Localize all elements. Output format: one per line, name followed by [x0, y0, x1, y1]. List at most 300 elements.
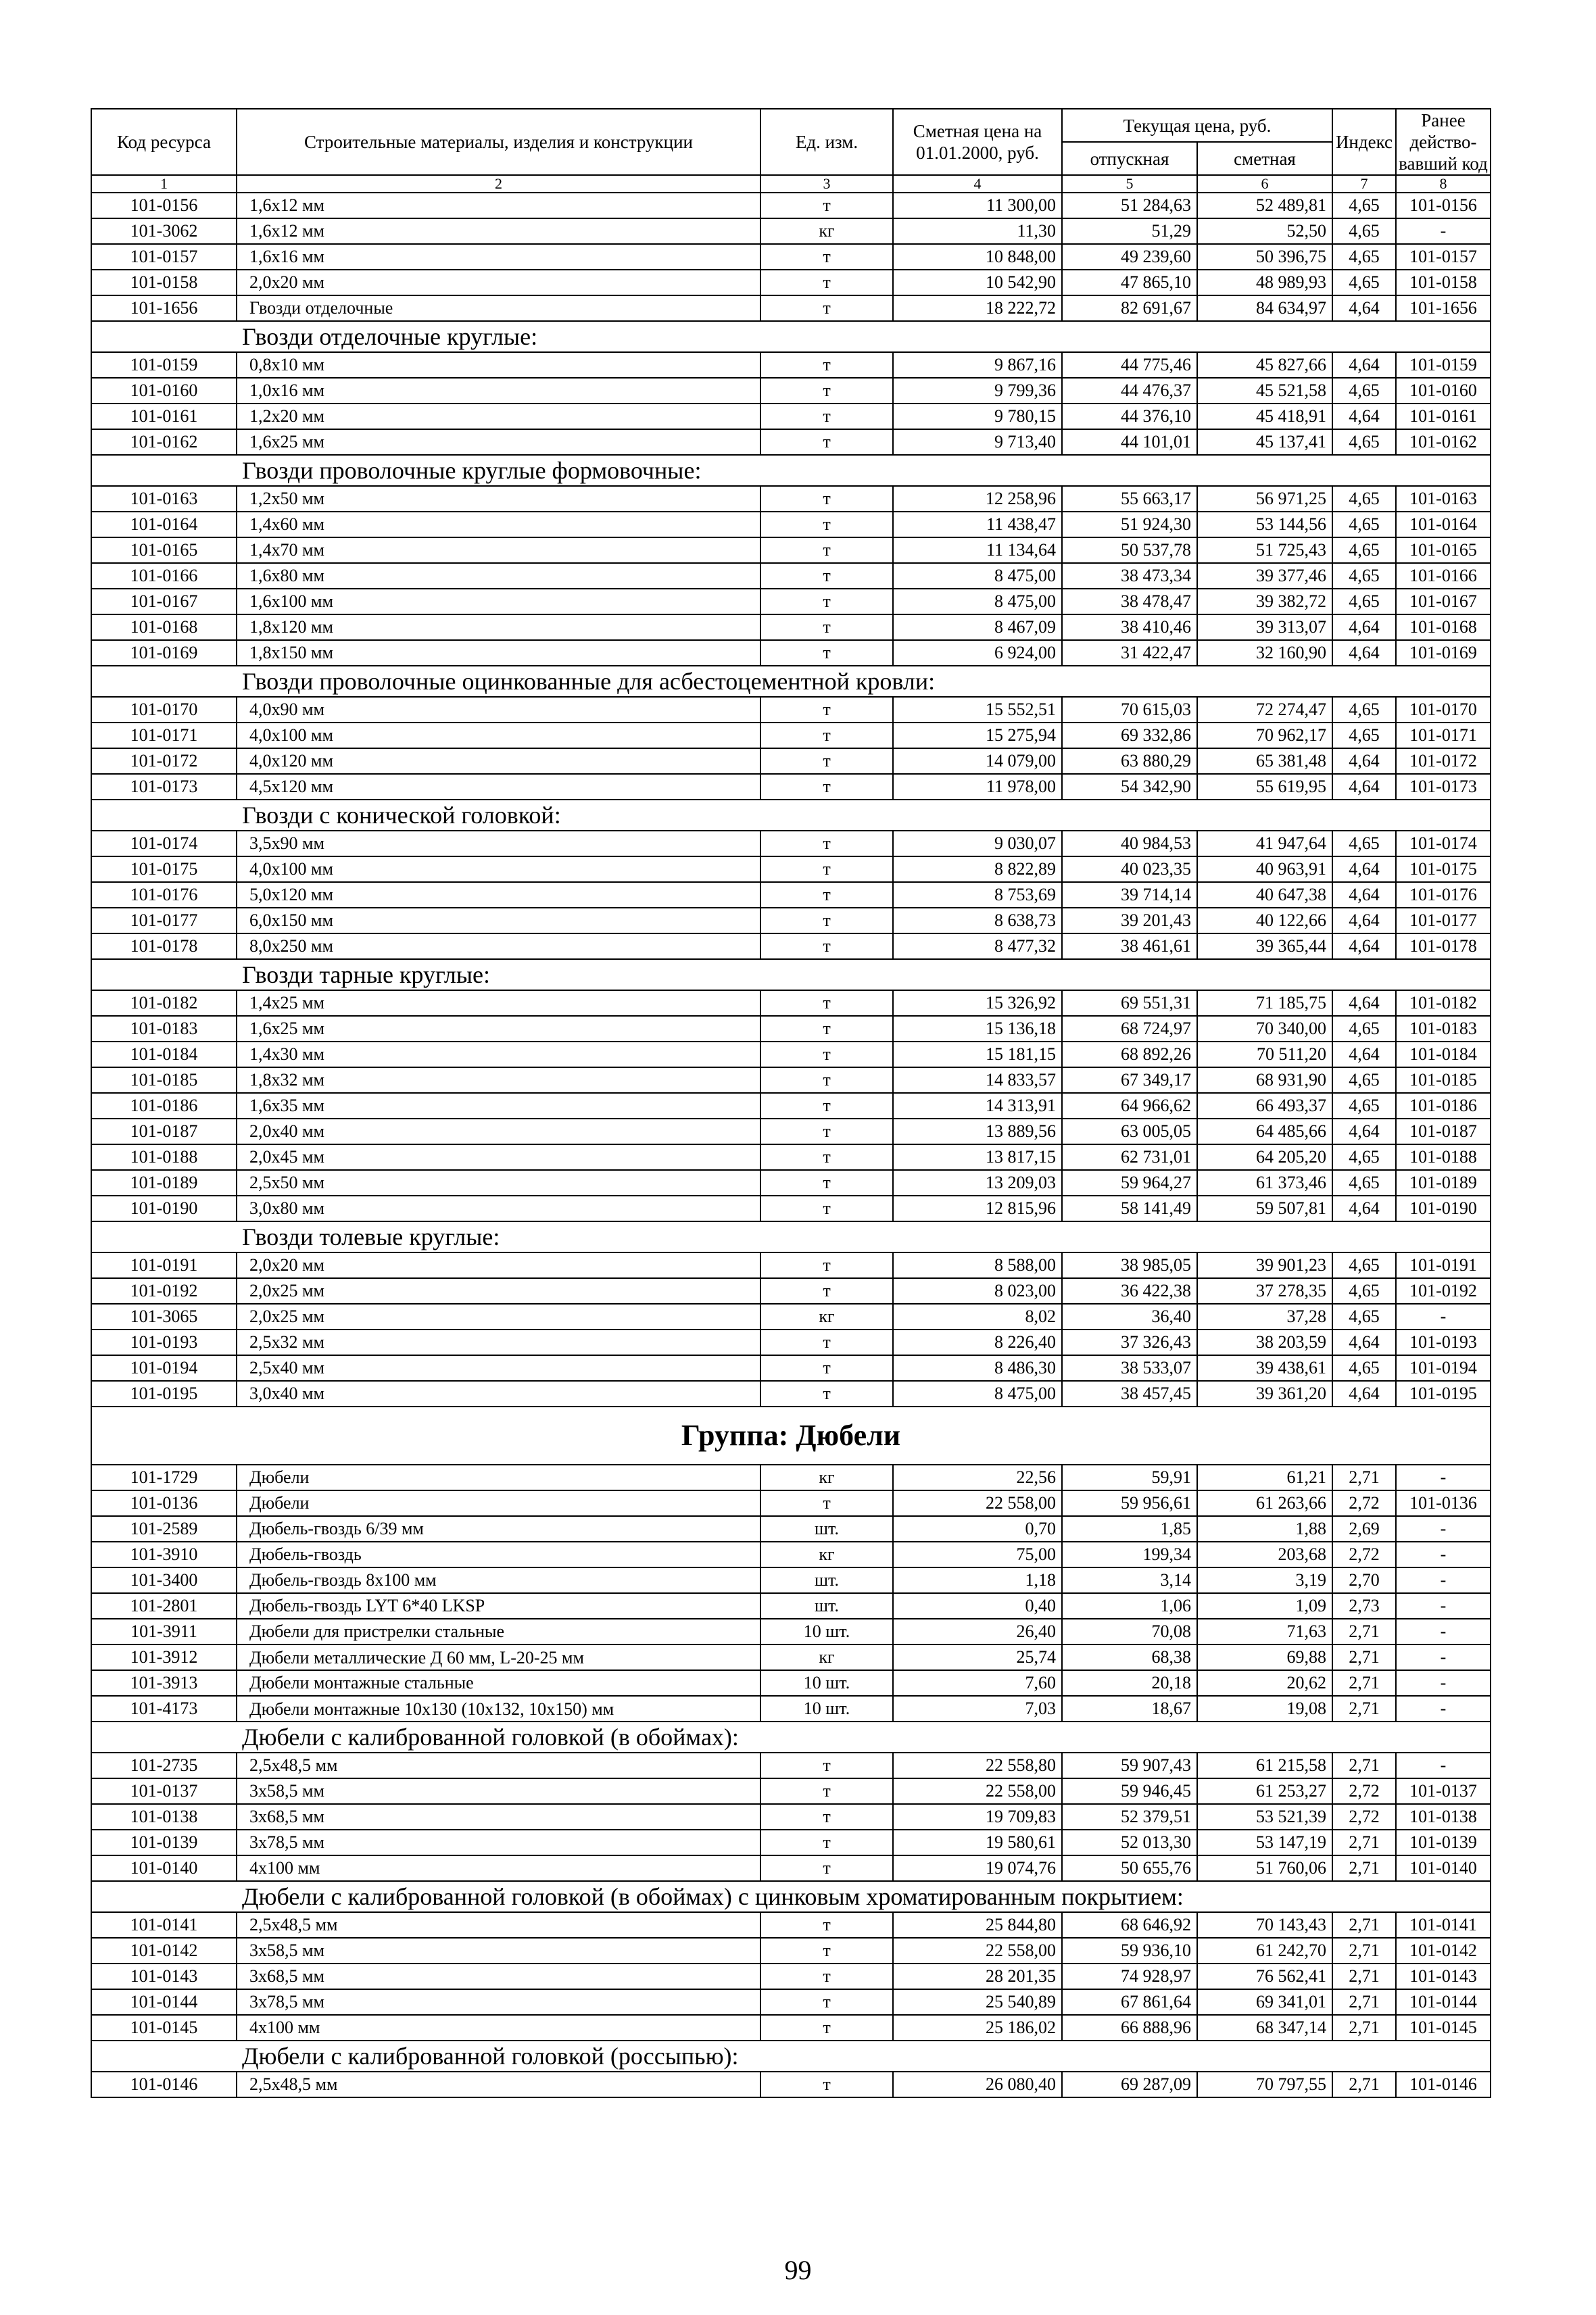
- index-cell: 2,71: [1332, 1855, 1396, 1881]
- prev-code-cell: 101-0171: [1396, 723, 1491, 748]
- table-row: [91, 1465, 1491, 1490]
- release-price-cell: 44 101,01: [1062, 429, 1197, 455]
- unit-cell: т: [760, 2015, 893, 2041]
- release-price-cell: 44 476,37: [1062, 378, 1197, 404]
- estimate-price-cell: 51 725,43: [1197, 537, 1332, 563]
- estimate-price-cell: 68 347,14: [1197, 2015, 1332, 2041]
- table-row: [91, 1670, 1491, 1696]
- estimate-price-cell: 51 760,06: [1197, 1855, 1332, 1881]
- index-cell: 4,65: [1332, 1278, 1396, 1304]
- table-row: [91, 1644, 1491, 1670]
- release-price-cell: 67 349,17: [1062, 1067, 1197, 1093]
- index-cell: 4,64: [1332, 990, 1396, 1016]
- unit-cell: т: [760, 295, 893, 321]
- release-price-cell: 55 663,17: [1062, 486, 1197, 512]
- base-price-cell: 15 136,18: [893, 1016, 1062, 1042]
- release-price-cell: 50 655,76: [1062, 1855, 1197, 1881]
- unit-cell: т: [760, 1964, 893, 1989]
- unit-cell: т: [760, 1067, 893, 1093]
- material-name-cell: 1,4x25 мм: [237, 990, 760, 1016]
- prev-code-cell: 101-0170: [1396, 697, 1491, 723]
- column-number: 7: [1332, 175, 1396, 193]
- material-name-cell: 3x58,5 мм: [237, 1938, 760, 1964]
- base-price-cell: 25 186,02: [893, 2015, 1062, 2041]
- index-cell: 4,64: [1332, 1042, 1396, 1067]
- material-name-cell: 1,4x60 мм: [237, 512, 760, 537]
- index-cell: 4,64: [1332, 933, 1396, 959]
- index-cell: 4,65: [1332, 193, 1396, 218]
- prev-code-cell: 101-0136: [1396, 1490, 1491, 1516]
- material-name-cell: 1,8x32 мм: [237, 1067, 760, 1093]
- base-price-cell: 22 558,80: [893, 1753, 1062, 1778]
- release-price-cell: 59 956,61: [1062, 1490, 1197, 1516]
- index-cell: 4,65: [1332, 697, 1396, 723]
- price-table: [91, 108, 1491, 2098]
- resource-code-cell: 101-0163: [91, 486, 237, 512]
- base-price-cell: 13 889,56: [893, 1119, 1062, 1144]
- subgroup-heading: Дюбели с калиброванной головкой (в обоймах) с цинковым хроматированным покрытием:: [91, 1881, 1491, 1912]
- index-cell: 2,72: [1332, 1778, 1396, 1804]
- unit-cell: т: [760, 1830, 893, 1855]
- base-price-cell: 18 222,72: [893, 295, 1062, 321]
- index-cell: 4,64: [1332, 882, 1396, 908]
- index-cell: 4,64: [1332, 856, 1396, 882]
- table-row: [91, 1252, 1491, 1278]
- base-price-cell: 9 713,40: [893, 429, 1062, 455]
- resource-code-cell: 101-3065: [91, 1304, 237, 1330]
- prev-code-cell: -: [1396, 1696, 1491, 1722]
- estimate-price-cell: 39 382,72: [1197, 589, 1332, 614]
- base-price-cell: 11 438,47: [893, 512, 1062, 537]
- resource-code-cell: 101-0175: [91, 856, 237, 882]
- material-name-cell: Дюбели: [237, 1490, 760, 1516]
- resource-code-cell: 101-0140: [91, 1855, 237, 1881]
- prev-code-cell: 101-0173: [1396, 774, 1491, 800]
- index-cell: 2,71: [1332, 1465, 1396, 1490]
- unit-cell: 10 шт.: [760, 1670, 893, 1696]
- base-price-cell: 8 822,89: [893, 856, 1062, 882]
- subgroup-heading-row: [91, 2041, 1491, 2072]
- release-price-cell: 1,85: [1062, 1516, 1197, 1542]
- subgroup-heading-row: [91, 321, 1491, 352]
- material-name-cell: 3,0x40 мм: [237, 1381, 760, 1407]
- table-row: [91, 1855, 1491, 1881]
- unit-cell: т: [760, 1938, 893, 1964]
- release-price-cell: 68 646,92: [1062, 1912, 1197, 1938]
- estimate-price-cell: 1,09: [1197, 1593, 1332, 1619]
- index-cell: 4,64: [1332, 352, 1396, 378]
- index-cell: 2,71: [1332, 1830, 1396, 1855]
- table-row: [91, 1542, 1491, 1567]
- resource-code-cell: 101-0178: [91, 933, 237, 959]
- index-cell: 2,71: [1332, 1753, 1396, 1778]
- estimate-price-cell: 53 144,56: [1197, 512, 1332, 537]
- unit-cell: кг: [760, 1644, 893, 1670]
- header-index: Индекс: [1332, 109, 1396, 175]
- subgroup-heading: Гвозди проволочные оцинкованные для асбестоцементной кровли:: [91, 666, 1491, 697]
- release-price-cell: 64 966,62: [1062, 1093, 1197, 1119]
- release-price-cell: 1,06: [1062, 1593, 1197, 1619]
- index-cell: 2,71: [1332, 1989, 1396, 2015]
- prev-code-cell: 101-0183: [1396, 1016, 1491, 1042]
- release-price-cell: 62 731,01: [1062, 1144, 1197, 1170]
- index-cell: 4,65: [1332, 270, 1396, 295]
- resource-code-cell: 101-0167: [91, 589, 237, 614]
- subgroup-heading-row: [91, 455, 1491, 486]
- material-name-cell: 1,6x25 мм: [237, 429, 760, 455]
- table-row: [91, 589, 1491, 614]
- unit-cell: т: [760, 748, 893, 774]
- release-price-cell: 38 461,61: [1062, 933, 1197, 959]
- resource-code-cell: 101-0159: [91, 352, 237, 378]
- estimate-price-cell: 40 647,38: [1197, 882, 1332, 908]
- base-price-cell: 8,02: [893, 1304, 1062, 1330]
- subgroup-heading: Гвозди проволочные круглые формовочные:: [91, 455, 1491, 486]
- unit-cell: шт.: [760, 1593, 893, 1619]
- unit-cell: шт.: [760, 1567, 893, 1593]
- resource-code-cell: 101-0170: [91, 697, 237, 723]
- release-price-cell: 69 332,86: [1062, 723, 1197, 748]
- unit-cell: 10 шт.: [760, 1696, 893, 1722]
- material-name-cell: 1,6x12 мм: [237, 218, 760, 244]
- base-price-cell: 28 201,35: [893, 1964, 1062, 1989]
- resource-code-cell: 101-0162: [91, 429, 237, 455]
- release-price-cell: 3,14: [1062, 1567, 1197, 1593]
- material-name-cell: 1,2x20 мм: [237, 404, 760, 429]
- base-price-cell: 25,74: [893, 1644, 1062, 1670]
- prev-code-cell: 101-0172: [1396, 748, 1491, 774]
- index-cell: 4,64: [1332, 1330, 1396, 1355]
- resource-code-cell: 101-0158: [91, 270, 237, 295]
- index-cell: 2,71: [1332, 1912, 1396, 1938]
- prev-code-cell: 101-0144: [1396, 1989, 1491, 2015]
- base-price-cell: 22 558,00: [893, 1778, 1062, 1804]
- prev-code-cell: -: [1396, 1753, 1491, 1778]
- release-price-cell: 51 924,30: [1062, 512, 1197, 537]
- index-cell: 4,65: [1332, 486, 1396, 512]
- prev-code-cell: 101-0139: [1396, 1830, 1491, 1855]
- resource-code-cell: 101-0161: [91, 404, 237, 429]
- unit-cell: шт.: [760, 1516, 893, 1542]
- estimate-price-cell: 56 971,25: [1197, 486, 1332, 512]
- resource-code-cell: 101-0188: [91, 1144, 237, 1170]
- prev-code-cell: -: [1396, 1516, 1491, 1542]
- base-price-cell: 8 588,00: [893, 1252, 1062, 1278]
- index-cell: 4,65: [1332, 1093, 1396, 1119]
- table-row: [91, 193, 1491, 218]
- base-price-cell: 19 074,76: [893, 1855, 1062, 1881]
- table-row: [91, 882, 1491, 908]
- base-price-cell: 11,30: [893, 218, 1062, 244]
- unit-cell: т: [760, 1252, 893, 1278]
- table-row: [91, 1330, 1491, 1355]
- prev-code-cell: 101-0167: [1396, 589, 1491, 614]
- column-number: 1: [91, 175, 237, 193]
- prev-code-cell: 101-0157: [1396, 244, 1491, 270]
- prev-code-cell: 101-0159: [1396, 352, 1491, 378]
- subgroup-heading-row: [91, 1881, 1491, 1912]
- estimate-price-cell: 59 507,81: [1197, 1196, 1332, 1221]
- base-price-cell: 15 326,92: [893, 990, 1062, 1016]
- header-prev-code: Ранее действовавший код: [1396, 109, 1491, 175]
- estimate-price-cell: 70 340,00: [1197, 1016, 1332, 1042]
- release-price-cell: 37 326,43: [1062, 1330, 1197, 1355]
- base-price-cell: 15 181,15: [893, 1042, 1062, 1067]
- material-name-cell: 2,5x48,5 мм: [237, 1753, 760, 1778]
- table-body: [91, 193, 1491, 2097]
- subgroup-heading: Гвозди тарные круглые:: [91, 959, 1491, 990]
- resource-code-cell: 101-0165: [91, 537, 237, 563]
- unit-cell: кг: [760, 218, 893, 244]
- prev-code-cell: 101-0137: [1396, 1778, 1491, 1804]
- index-cell: 4,65: [1332, 831, 1396, 856]
- prev-code-cell: -: [1396, 218, 1491, 244]
- table-row: [91, 1696, 1491, 1722]
- unit-cell: кг: [760, 1304, 893, 1330]
- estimate-price-cell: 61 242,70: [1197, 1938, 1332, 1964]
- unit-cell: т: [760, 429, 893, 455]
- unit-cell: т: [760, 589, 893, 614]
- estimate-price-cell: 76 562,41: [1197, 1964, 1332, 1989]
- subgroup-heading: Дюбели с калиброванной головкой (россыпью):: [91, 2041, 1491, 2072]
- release-price-cell: 82 691,67: [1062, 295, 1197, 321]
- prev-code-cell: -: [1396, 1619, 1491, 1644]
- unit-cell: т: [760, 697, 893, 723]
- release-price-cell: 44 376,10: [1062, 404, 1197, 429]
- material-name-cell: 1,6x100 мм: [237, 589, 760, 614]
- subgroup-heading: Гвозди отделочные круглые:: [91, 321, 1491, 352]
- base-price-cell: 22 558,00: [893, 1490, 1062, 1516]
- base-price-cell: 14 079,00: [893, 748, 1062, 774]
- base-price-cell: 0,40: [893, 1593, 1062, 1619]
- prev-code-cell: 101-0169: [1396, 640, 1491, 666]
- resource-code-cell: 101-0145: [91, 2015, 237, 2041]
- index-cell: 2,72: [1332, 1542, 1396, 1567]
- resource-code-cell: 101-0171: [91, 723, 237, 748]
- table-row: [91, 1278, 1491, 1304]
- base-price-cell: 8 023,00: [893, 1278, 1062, 1304]
- resource-code-cell: 101-0174: [91, 831, 237, 856]
- base-price-cell: 10 542,90: [893, 270, 1062, 295]
- table-row: [91, 563, 1491, 589]
- resource-code-cell: 101-0139: [91, 1830, 237, 1855]
- table-row: [91, 1170, 1491, 1196]
- base-price-cell: 25 540,89: [893, 1989, 1062, 2015]
- table-row: [91, 1355, 1491, 1381]
- base-price-cell: 7,60: [893, 1670, 1062, 1696]
- estimate-price-cell: 45 137,41: [1197, 429, 1332, 455]
- material-name-cell: 1,6x12 мм: [237, 193, 760, 218]
- resource-code-cell: 101-0160: [91, 378, 237, 404]
- prev-code-cell: 101-0168: [1396, 614, 1491, 640]
- unit-cell: т: [760, 1778, 893, 1804]
- release-price-cell: 31 422,47: [1062, 640, 1197, 666]
- index-cell: 4,65: [1332, 723, 1396, 748]
- material-name-cell: 3x78,5 мм: [237, 1989, 760, 2015]
- unit-cell: т: [760, 990, 893, 1016]
- prev-code-cell: 101-0141: [1396, 1912, 1491, 1938]
- release-price-cell: 52 013,30: [1062, 1830, 1197, 1855]
- unit-cell: т: [760, 352, 893, 378]
- material-name-cell: Дюбель-гвоздь: [237, 1542, 760, 1567]
- unit-cell: т: [760, 723, 893, 748]
- prev-code-cell: -: [1396, 1670, 1491, 1696]
- release-price-cell: 36 422,38: [1062, 1278, 1197, 1304]
- unit-cell: т: [760, 378, 893, 404]
- release-price-cell: 68 892,26: [1062, 1042, 1197, 1067]
- prev-code-cell: 101-0158: [1396, 270, 1491, 295]
- estimate-price-cell: 45 418,91: [1197, 404, 1332, 429]
- material-name-cell: Дюбель-гвоздь 6/39 мм: [237, 1516, 760, 1542]
- resource-code-cell: 101-0164: [91, 512, 237, 537]
- unit-cell: т: [760, 537, 893, 563]
- unit-cell: т: [760, 1196, 893, 1221]
- table-row: [91, 1567, 1491, 1593]
- index-cell: 4,64: [1332, 1196, 1396, 1221]
- resource-code-cell: 101-0187: [91, 1119, 237, 1144]
- resource-code-cell: 101-1656: [91, 295, 237, 321]
- prev-code-cell: 101-0164: [1396, 512, 1491, 537]
- prev-code-cell: 101-0163: [1396, 486, 1491, 512]
- base-price-cell: 11 978,00: [893, 774, 1062, 800]
- unit-cell: т: [760, 512, 893, 537]
- estimate-price-cell: 68 931,90: [1197, 1067, 1332, 1093]
- release-price-cell: 51 284,63: [1062, 193, 1197, 218]
- unit-cell: т: [760, 1989, 893, 2015]
- header-estimate-price: сметная: [1197, 142, 1332, 175]
- release-price-cell: 38 457,45: [1062, 1381, 1197, 1407]
- prev-code-cell: 101-0194: [1396, 1355, 1491, 1381]
- release-price-cell: 49 239,60: [1062, 244, 1197, 270]
- table-row: [91, 486, 1491, 512]
- table-row: [91, 640, 1491, 666]
- material-name-cell: 4x100 мм: [237, 2015, 760, 2041]
- table-row: [91, 1381, 1491, 1407]
- estimate-price-cell: 61 263,66: [1197, 1490, 1332, 1516]
- material-name-cell: 2,5x48,5 мм: [237, 1912, 760, 1938]
- resource-code-cell: 101-0157: [91, 244, 237, 270]
- resource-code-cell: 101-0189: [91, 1170, 237, 1196]
- table-row: [91, 1619, 1491, 1644]
- column-number: 4: [893, 175, 1062, 193]
- base-price-cell: 8 477,32: [893, 933, 1062, 959]
- table-row: [91, 1964, 1491, 1989]
- material-name-cell: 3,0x80 мм: [237, 1196, 760, 1221]
- prev-code-cell: 101-0140: [1396, 1855, 1491, 1881]
- index-cell: 4,65: [1332, 244, 1396, 270]
- estimate-price-cell: 55 619,95: [1197, 774, 1332, 800]
- base-price-cell: 19 709,83: [893, 1804, 1062, 1830]
- material-name-cell: 4,0x100 мм: [237, 856, 760, 882]
- subgroup-heading-row: [91, 1221, 1491, 1252]
- material-name-cell: 1,4x30 мм: [237, 1042, 760, 1067]
- base-price-cell: 10 848,00: [893, 244, 1062, 270]
- unit-cell: т: [760, 1490, 893, 1516]
- resource-code-cell: 101-0172: [91, 748, 237, 774]
- release-price-cell: 50 537,78: [1062, 537, 1197, 563]
- index-cell: 4,65: [1332, 512, 1396, 537]
- index-cell: 4,64: [1332, 404, 1396, 429]
- estimate-price-cell: 38 203,59: [1197, 1330, 1332, 1355]
- release-price-cell: 66 888,96: [1062, 2015, 1197, 2041]
- unit-cell: т: [760, 2072, 893, 2097]
- resource-code-cell: 101-2801: [91, 1593, 237, 1619]
- index-cell: 2,71: [1332, 1619, 1396, 1644]
- release-price-cell: 39 201,43: [1062, 908, 1197, 933]
- header-name: Строительные материалы, изделия и конструкции: [237, 109, 760, 175]
- index-cell: 2,72: [1332, 1804, 1396, 1830]
- table-row: [91, 723, 1491, 748]
- base-price-cell: 13 817,15: [893, 1144, 1062, 1170]
- table-row: [91, 1912, 1491, 1938]
- base-price-cell: 8 467,09: [893, 614, 1062, 640]
- estimate-price-cell: 66 493,37: [1197, 1093, 1332, 1119]
- estimate-price-cell: 40 963,91: [1197, 856, 1332, 882]
- header-release-price: отпускная: [1062, 142, 1197, 175]
- estimate-price-cell: 1,88: [1197, 1516, 1332, 1542]
- prev-code-cell: 101-0185: [1396, 1067, 1491, 1093]
- resource-code-cell: 101-0192: [91, 1278, 237, 1304]
- release-price-cell: 67 861,64: [1062, 1989, 1197, 2015]
- base-price-cell: 12 815,96: [893, 1196, 1062, 1221]
- index-cell: 2,70: [1332, 1567, 1396, 1593]
- estimate-price-cell: 39 365,44: [1197, 933, 1332, 959]
- base-price-cell: 8 475,00: [893, 589, 1062, 614]
- prev-code-cell: 101-0174: [1396, 831, 1491, 856]
- prev-code-cell: 101-0195: [1396, 1381, 1491, 1407]
- prev-code-cell: -: [1396, 1593, 1491, 1619]
- prev-code-cell: 101-0191: [1396, 1252, 1491, 1278]
- table-row: [91, 697, 1491, 723]
- index-cell: 4,65: [1332, 218, 1396, 244]
- estimate-price-cell: 61 253,27: [1197, 1778, 1332, 1804]
- unit-cell: т: [760, 831, 893, 856]
- estimate-price-cell: 45 521,58: [1197, 378, 1332, 404]
- material-name-cell: 1,2x50 мм: [237, 486, 760, 512]
- material-name-cell: 1,8x120 мм: [237, 614, 760, 640]
- index-cell: 4,65: [1332, 1016, 1396, 1042]
- resource-code-cell: 101-3062: [91, 218, 237, 244]
- material-name-cell: 4x100 мм: [237, 1855, 760, 1881]
- index-cell: 4,65: [1332, 1304, 1396, 1330]
- estimate-price-cell: 64 485,66: [1197, 1119, 1332, 1144]
- table-row: [91, 537, 1491, 563]
- prev-code-cell: 101-0146: [1396, 2072, 1491, 2097]
- release-price-cell: 40 984,53: [1062, 831, 1197, 856]
- prev-code-cell: 101-0189: [1396, 1170, 1491, 1196]
- estimate-price-cell: 45 827,66: [1197, 352, 1332, 378]
- prev-code-cell: -: [1396, 1567, 1491, 1593]
- release-price-cell: 70 615,03: [1062, 697, 1197, 723]
- base-price-cell: 6 924,00: [893, 640, 1062, 666]
- material-name-cell: Гвозди отделочные: [237, 295, 760, 321]
- resource-code-cell: 101-0195: [91, 1381, 237, 1407]
- unit-cell: т: [760, 1753, 893, 1778]
- resource-code-cell: 101-0191: [91, 1252, 237, 1278]
- prev-code-cell: 101-0145: [1396, 2015, 1491, 2041]
- prev-code-cell: 101-0138: [1396, 1804, 1491, 1830]
- material-name-cell: 1,6x35 мм: [237, 1093, 760, 1119]
- index-cell: 4,64: [1332, 908, 1396, 933]
- release-price-cell: 47 865,10: [1062, 270, 1197, 295]
- unit-cell: т: [760, 1381, 893, 1407]
- material-name-cell: 3x68,5 мм: [237, 1964, 760, 1989]
- estimate-price-cell: 70 511,20: [1197, 1042, 1332, 1067]
- release-price-cell: 63 880,29: [1062, 748, 1197, 774]
- unit-cell: т: [760, 1330, 893, 1355]
- release-price-cell: 68 724,97: [1062, 1016, 1197, 1042]
- material-name-cell: 2,5x40 мм: [237, 1355, 760, 1381]
